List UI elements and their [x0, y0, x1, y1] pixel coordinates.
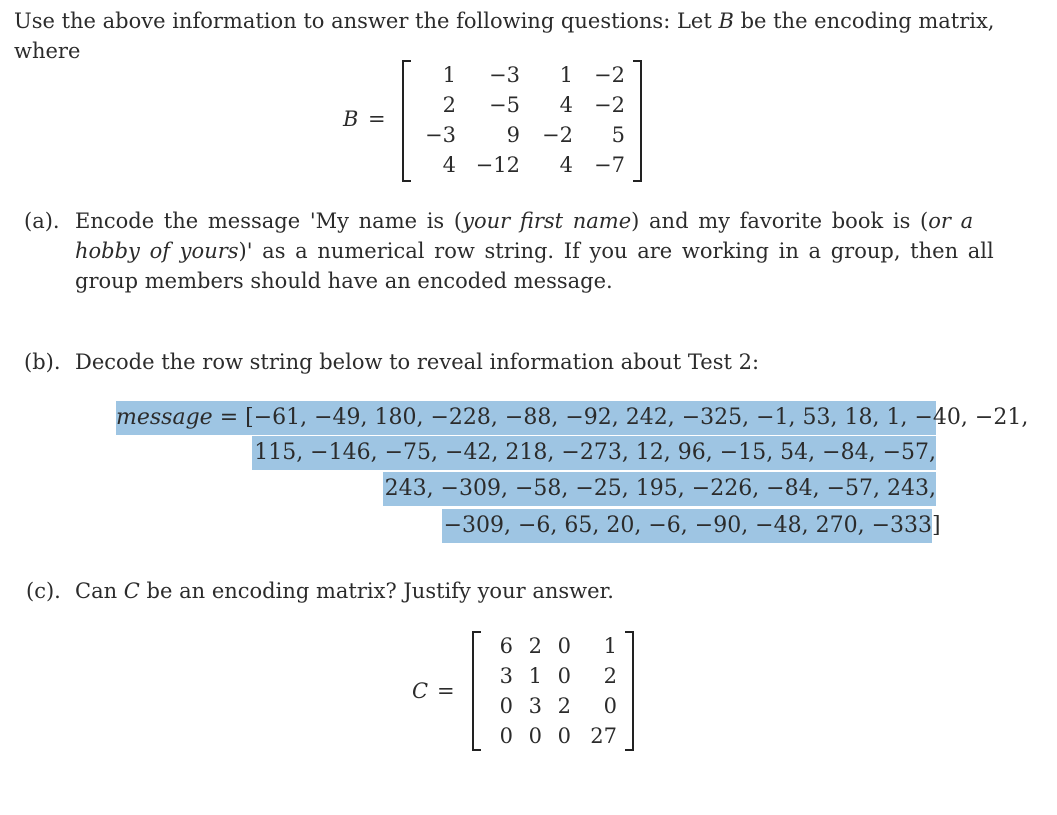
intro-line-1 [14, 6, 994, 36]
part-a-text-2: )' as a numerical row string. If you are working in a group, then all [238, 239, 994, 263]
part-c-question [75, 576, 614, 606]
matrix-c-name: C [412, 679, 429, 703]
intro-text-end: be the encoding matrix, [733, 9, 995, 33]
message-variable: message [116, 405, 213, 430]
matrix-b-cell: −5 [489, 93, 520, 117]
matrix-b-cell: −3 [489, 63, 520, 87]
matrix-c-cell: 6 [499, 634, 513, 658]
matrix-c [472, 631, 634, 751]
matrix-b-cell: −2 [594, 93, 625, 117]
intro-variable: B [718, 9, 734, 33]
matrix-b-cell: 4 [559, 153, 573, 177]
message-line-3: 243, −309, −58, −25, 195, −226, −84, −57, 243, [383, 472, 936, 506]
matrix-c-cell: 0 [603, 694, 617, 718]
part-b-label: (b). [24, 350, 61, 374]
matrix-c-row [472, 661, 634, 691]
part-a-line-3: group members should have an encoded message. [75, 269, 613, 293]
matrix-b-row [402, 60, 642, 90]
matrix-c-cell: 1 [528, 664, 542, 688]
matrix-b-cell: 2 [442, 93, 456, 117]
matrix-c-cell: 0 [499, 724, 513, 748]
matrix-b-cell: 4 [559, 93, 573, 117]
message-line-2: 115, −146, −75, −42, 218, −273, 12, 96, −15, 54, −84, −57, [252, 436, 936, 470]
matrix-c-row [472, 721, 634, 751]
intro-text: Use the above information to answer the following questions: Let [14, 9, 719, 33]
matrix-b-cell: 1 [442, 63, 456, 87]
part-a-text-mid: ) and my favorite book is ( [631, 209, 929, 233]
part-c-label: (c). [26, 579, 61, 603]
matrix-c-cell: 2 [603, 664, 617, 688]
matrix-b [402, 60, 642, 182]
matrix-c-cell: 2 [528, 634, 542, 658]
matrix-c-cell: 0 [499, 694, 513, 718]
matrix-b-cell: −7 [594, 153, 625, 177]
part-c-text-end: be an encoding matrix? Justify your answer. [139, 579, 614, 603]
matrix-c-cell: 0 [557, 664, 571, 688]
matrix-c-cell: 1 [603, 634, 617, 658]
message-values-1: = [−61, −49, 180, −228, −88, −92, 242, −325, −1, 53, 18, 1, −40, −21, [219, 405, 1029, 430]
part-c-text: Can [75, 579, 124, 603]
matrix-b-cell: 5 [611, 123, 625, 147]
matrix-b-cell: 4 [442, 153, 456, 177]
matrix-c-equals: = [437, 679, 455, 703]
part-c-variable: C [123, 579, 140, 603]
message-line-1 [116, 401, 1029, 435]
matrix-c-cell: 0 [528, 724, 542, 748]
part-a-hobby: hobby of yours [75, 239, 239, 263]
matrix-b-cell: −12 [475, 153, 520, 177]
part-a-line-2 [75, 236, 994, 266]
intro-line-2: where [14, 39, 81, 63]
matrix-b-cell: −3 [425, 123, 456, 147]
matrix-b-row [402, 120, 642, 150]
matrix-b-cell: 1 [559, 63, 573, 87]
matrix-c-cell: 27 [590, 724, 617, 748]
matrix-c-row [472, 691, 634, 721]
matrix-c-cell: 0 [557, 724, 571, 748]
matrix-b-cell: −2 [542, 123, 573, 147]
matrix-c-cell: 3 [499, 664, 513, 688]
part-a-label: (a). [24, 209, 60, 233]
matrix-c-row [472, 631, 634, 661]
message-line-4: −309, −6, 65, 20, −6, −90, −48, 270, −333 [442, 509, 932, 543]
matrix-b-cell: −2 [594, 63, 625, 87]
part-a-text: Encode the message 'My name is ( [75, 209, 463, 233]
matrix-b-cell: 9 [506, 123, 520, 147]
part-b-text: Decode the row string below to reveal information about Test 2: [75, 350, 760, 374]
part-a-or-a: or a [928, 209, 974, 233]
part-a-first-name: your first name [462, 209, 632, 233]
part-a-line-1 [75, 206, 973, 236]
matrix-c-cell: 2 [557, 694, 571, 718]
matrix-b-row [402, 90, 642, 120]
matrix-b-row [402, 150, 642, 180]
matrix-b-name: B [343, 107, 359, 131]
matrix-b-equals: = [368, 107, 386, 131]
matrix-c-cell: 3 [528, 694, 542, 718]
message-closing-bracket: ] [932, 513, 941, 538]
matrix-c-cell: 0 [557, 634, 571, 658]
